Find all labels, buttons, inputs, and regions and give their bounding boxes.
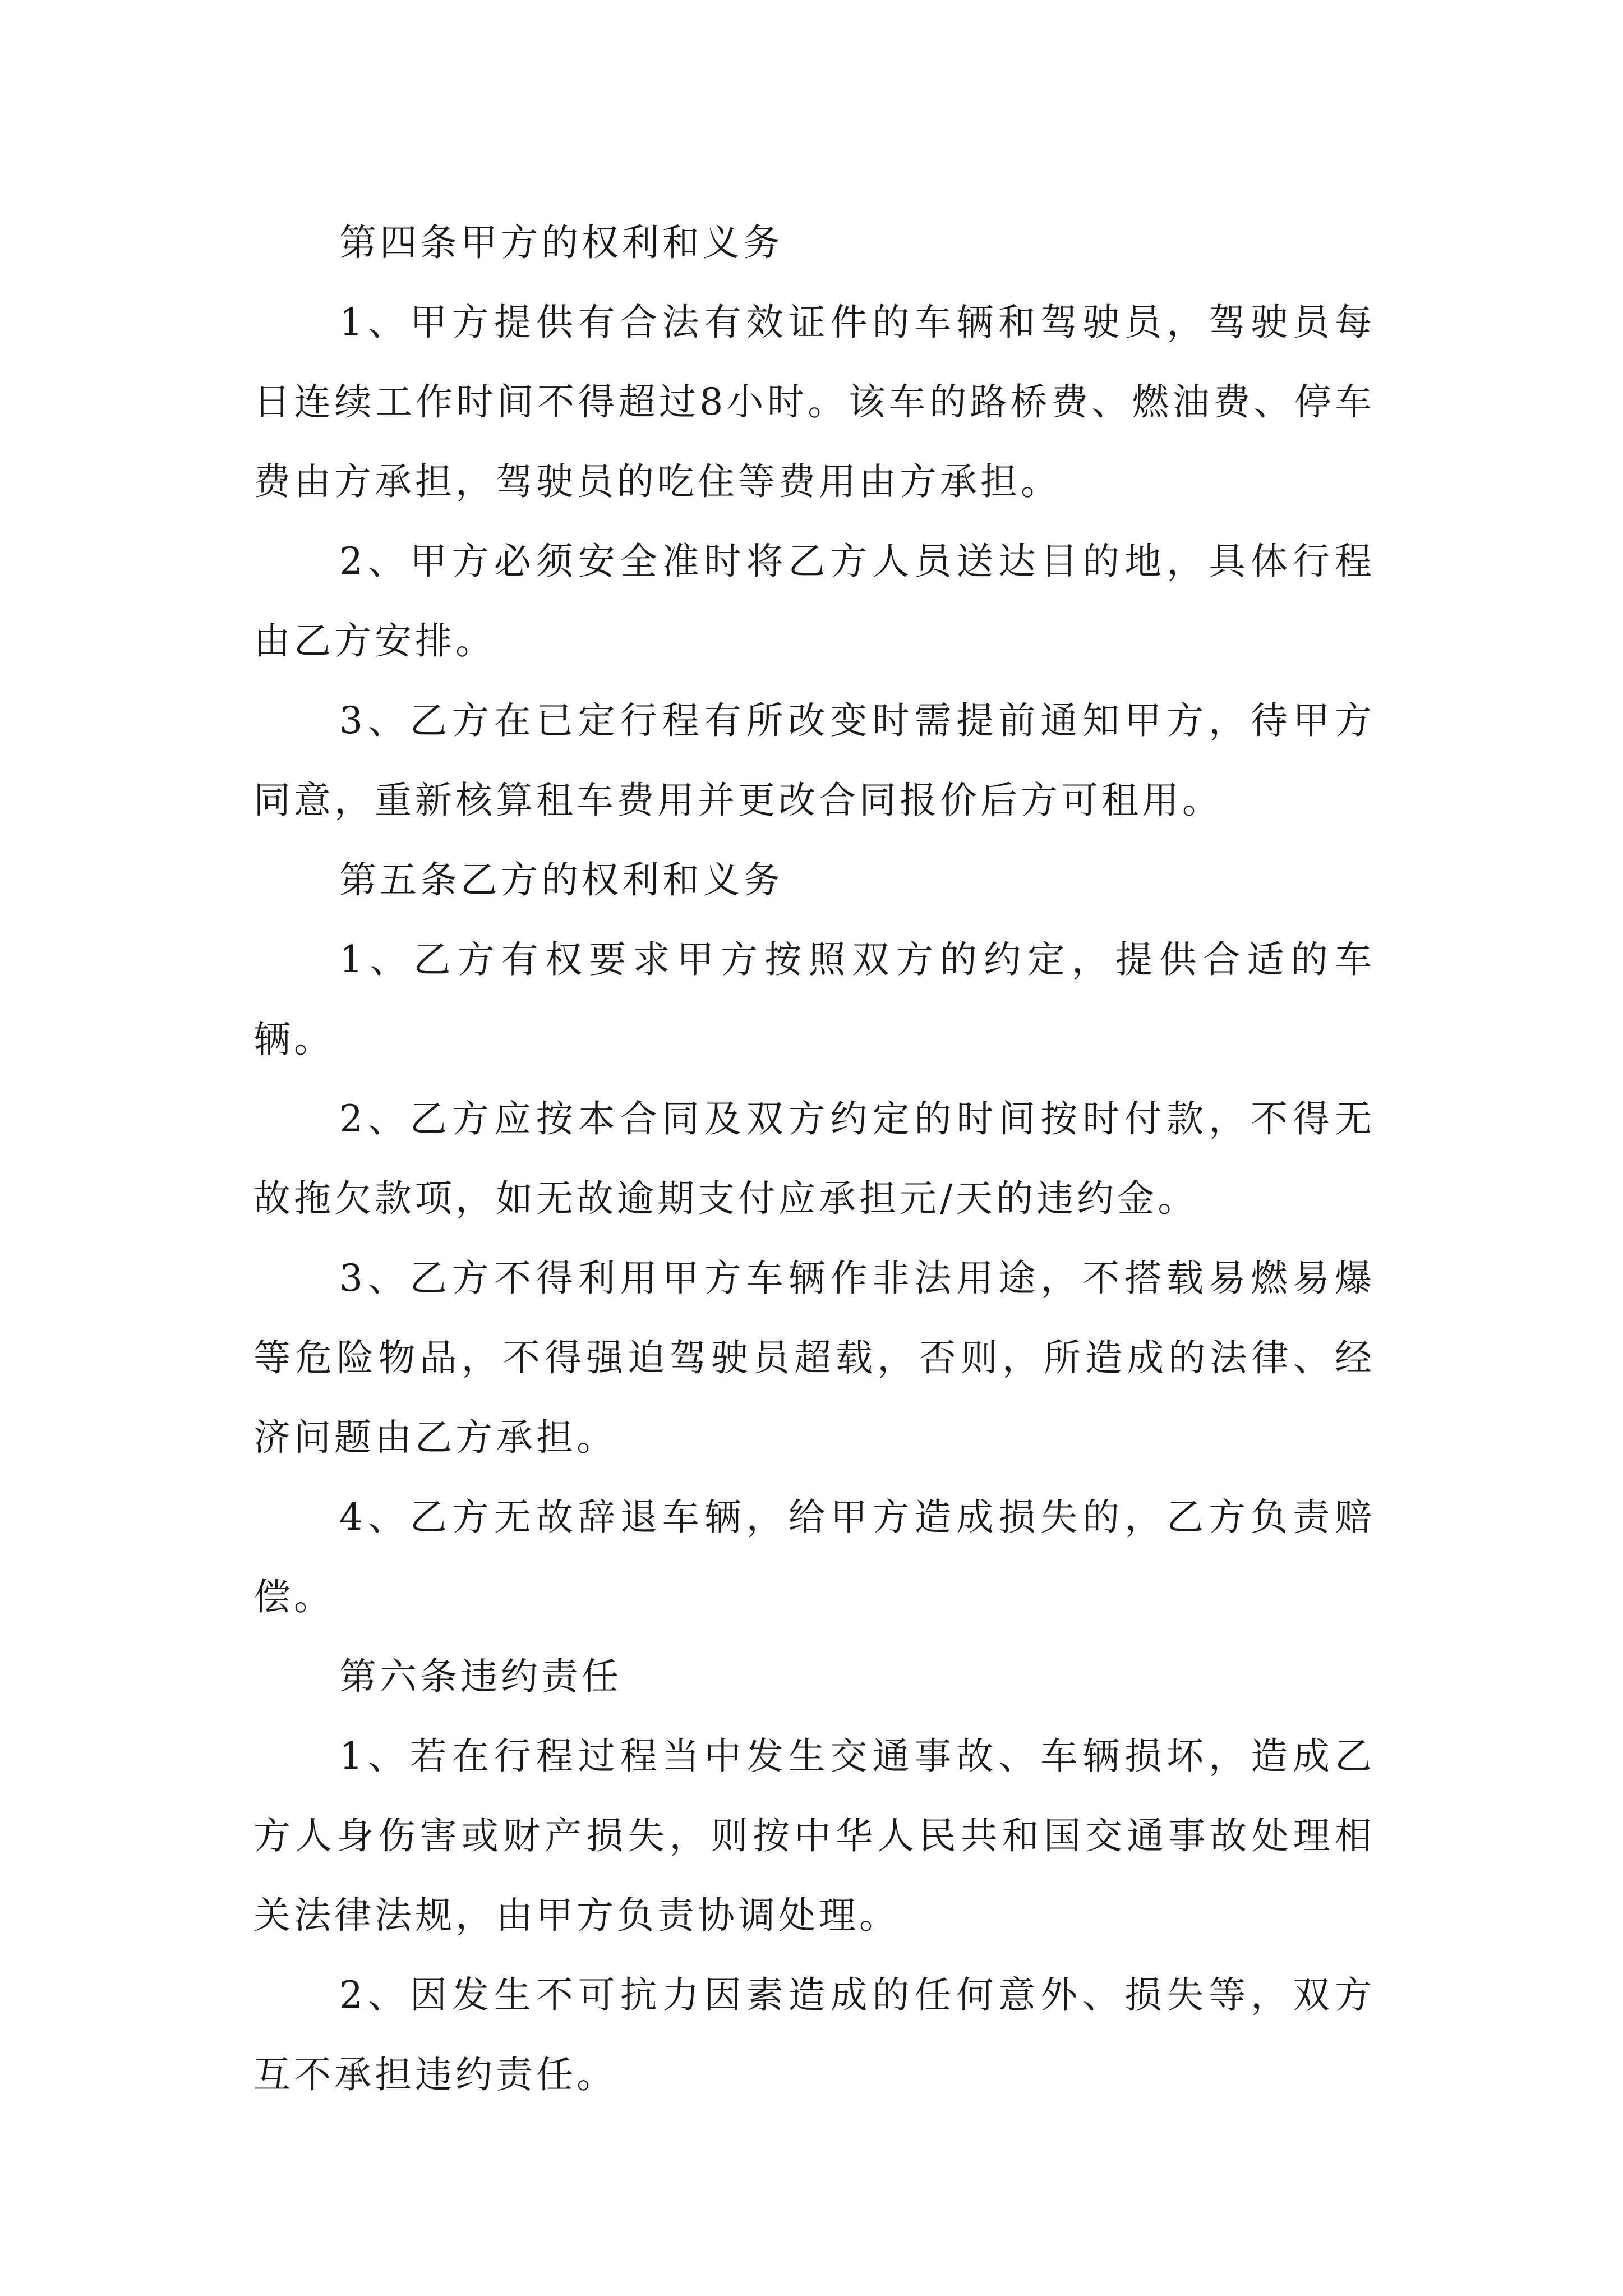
document-body [253, 203, 1375, 2115]
article-6-clause-1: 1、若在行程过程当中发生交通事故、车辆损坏，造成乙方人身伤害或财产损失，则按中华人民共和国交通事故处理相关法律法规，由甲方负责协调处理。 [253, 1734, 1375, 1937]
article-6-clause-2: 2、因发生不可抗力因素造成的任何意外、损失等，双方互不承担违约责任。 [253, 1973, 1375, 2096]
article-5-clause-3: 3、乙方不得利用甲方车辆作非法用途，不搭载易燃易爆等危险物品，不得强迫驾驶员超载，否则，所造成的法律、经济问题由乙方承担。 [253, 1257, 1375, 1459]
article-4-clause-3: 3、乙方在已定行程有所改变时需提前通知甲方，待甲方同意，重新核算租车费用并更改合同报价后方可租用。 [253, 699, 1375, 822]
article-4-clause-2: 2、甲方必须安全准时将乙方人员送达目的地，具体行程由乙方安排。 [253, 540, 1375, 662]
article-6-heading: 第六条违约责任 [339, 1655, 622, 1698]
article-5-heading: 第五条乙方的权利和义务 [339, 858, 783, 901]
article-5-clause-2: 2、乙方应按本合同及双方约定的时间按时付款，不得无故拖欠款项，如无故逾期支付应承担元/天的违约金。 [253, 1097, 1375, 1220]
article-5-clause-4: 4、乙方无故辞退车辆，给甲方造成损失的，乙方负责赔偿。 [253, 1496, 1375, 1618]
article-4-heading: 第四条甲方的权利和义务 [339, 221, 783, 264]
article-4-clause-1: 1、甲方提供有合法有效证件的车辆和驾驶员，驾驶员每日连续工作时间不得超过8小时。该车的路桥费、燃油费、停车费由方承担，驾驶员的吃住等费用由方承担。 [253, 301, 1375, 503]
article-5-clause-1: 1、乙方有权要求甲方按照双方的约定，提供合适的车辆。 [253, 938, 1375, 1061]
